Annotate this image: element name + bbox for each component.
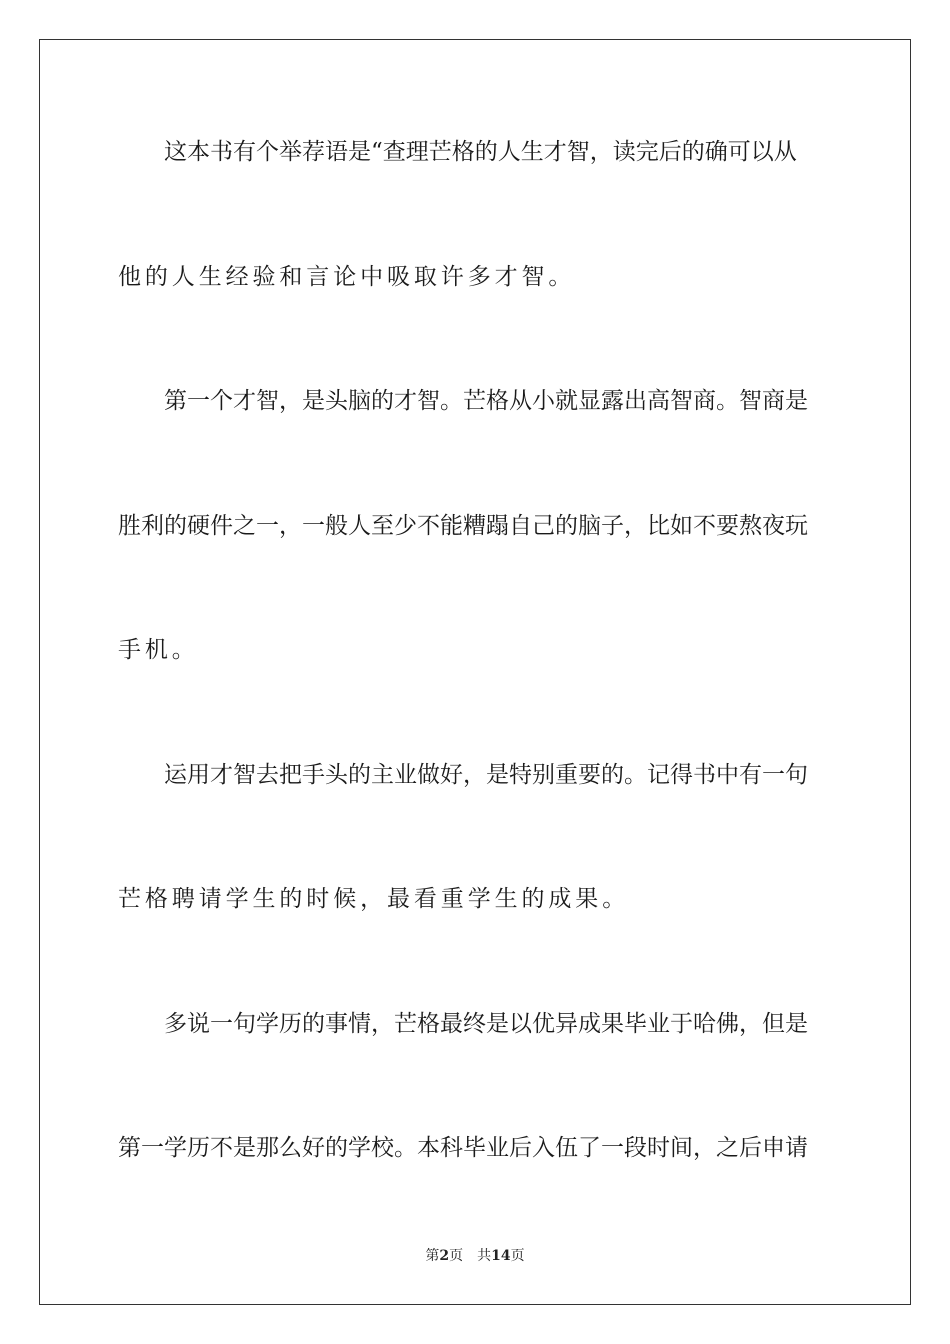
- page-footer: [0, 1247, 950, 1265]
- paragraph-4-line-1: 多说一句学历的事情，芒格最终是以优异成果毕业于哈佛，但是: [164, 1011, 808, 1037]
- paragraph-3-line-2: 芒格聘请学生的时候，最看重学生的成果。: [118, 886, 630, 912]
- paragraph-4-line-2: 第一学历不是那么好的学校。本科毕业后入伍了一段时间，之后申请: [118, 1135, 808, 1161]
- paragraph-2-line-3: 手机。: [118, 637, 199, 663]
- paragraph-1-line-1: 这本书有个举荐语是“查理芒格的人生才智，读完后的确可以从: [164, 139, 797, 165]
- total-pages: 14: [491, 1248, 511, 1264]
- page-prefix: 第: [425, 1248, 440, 1264]
- paragraph-2-line-1: 第一个才智，是头脑的才智。芒格从小就显露出高智商。智商是: [164, 388, 808, 414]
- paragraph-1-line-2: 他的人生经验和言论中吸取许多才智。: [118, 264, 576, 290]
- paragraph-2-line-2: 胜利的硬件之一，一般人至少不能糟蹋自己的脑子，比如不要熬夜玩: [118, 513, 808, 539]
- total-suffix: 页: [510, 1248, 525, 1264]
- page-border: [39, 39, 911, 1305]
- page-suffix: 页: [449, 1248, 464, 1264]
- total-prefix: 共: [477, 1248, 492, 1264]
- page-number: 2: [439, 1248, 450, 1264]
- paragraph-3-line-1: 运用才智去把手头的主业做好，是特别重要的。记得书中有一句: [164, 762, 808, 788]
